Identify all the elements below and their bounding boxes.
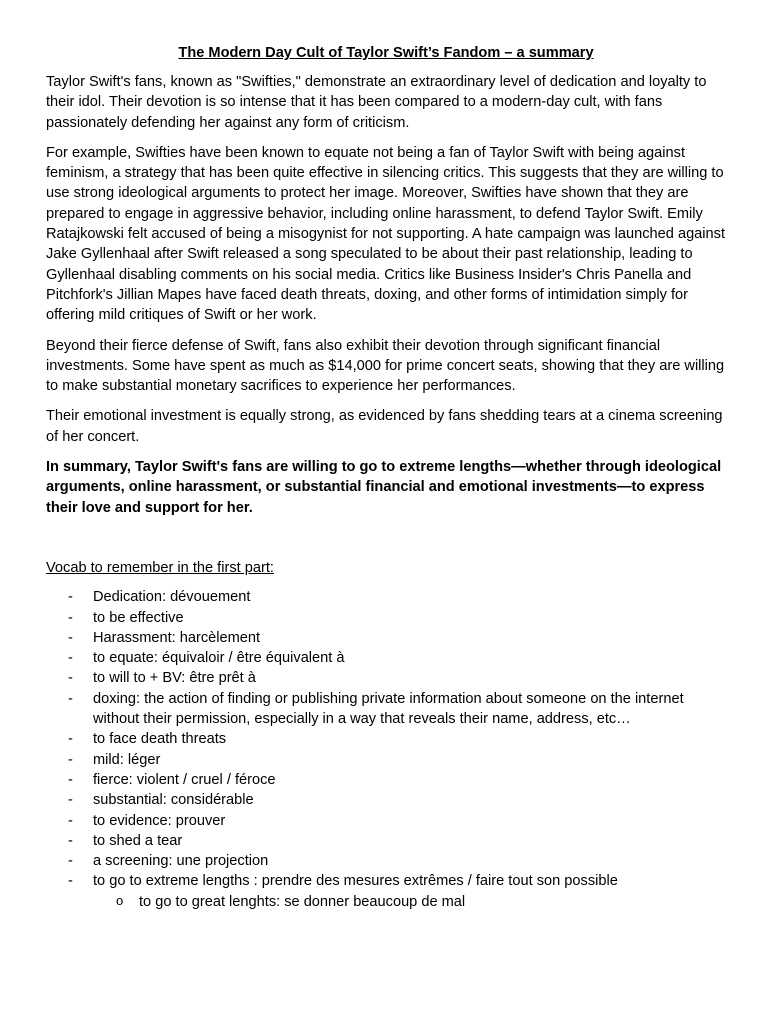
paragraph-example: For example, Swifties have been known to equate not being a fan of Taylor Swift with being against feminism, a strategy that has been quite effective in silencing critics. This suggests that they are willing to use strong ideological arguments to protect her image. Moreover, Swifties have shown that they are prepared to engage in aggressive behavior, including online harassment, to defend Taylor Swift. Emily Ratajkowski felt accused of being a misogynist for not supporting. A hate campaign was launched against Jake Gyllenhaal after Swift released a song speculated to be about their past relationship, leading to Gyllenhaal disabling comments on his social media. Critics like Business Insider's Chris Panella and Pitchfork's Jillian Mapes have faced death threats, doxing, and other forms of intimidation simply for offering mild critiques of Swift or her work. — [46, 144, 726, 324]
vocab-item: - Harassment: harcèlement — [46, 628, 726, 648]
vocab-item-text: to go to extreme lengths : prendre des mesures extrêmes / faire tout son possible — [93, 873, 618, 890]
paragraph-financial: Beyond their fierce defense of Swift, fans also exhibit their devotion through significant financial investments. Some have spent as much as $14,000 for prime concert seats, showing that they are willing to make substantial monetary sacrifices to experience her performances. — [46, 337, 725, 395]
vocab-item: - to be effective — [46, 608, 726, 628]
vocab-subitem: o to go to great lenghts: se donner beaucoup de mal — [93, 892, 726, 912]
vocab-item: - to will to + BV: être prêt à — [46, 668, 726, 688]
paragraph-summary: In summary, Taylor Swift's fans are willing to go to extreme lengths—whether through ideological arguments, online harassment, or substantial financial and emotional investments—to express their love and support for her. — [46, 459, 722, 516]
vocab-item: - substantial: considérable — [46, 790, 726, 810]
paragraph-intro: Taylor Swift's fans, known as "Swifties," demonstrate an extraordinary level of dedication and loyalty to their idol. Their devotion is so intense that it has been compared to a modern-day cult, with fans passionately defending her against any form of criticism. — [46, 74, 707, 131]
vocab-item: - Dedication: dévouement — [46, 587, 726, 607]
document-title: The Modern Day Cult of Taylor Swift’s Fandom – a summary — [178, 45, 594, 61]
spacer — [46, 528, 726, 558]
document-page — [46, 43, 726, 912]
vocab-list — [46, 587, 726, 912]
vocab-item: - to evidence: prouver — [46, 811, 726, 831]
vocab-item: - fierce: violent / cruel / féroce — [46, 770, 726, 790]
vocab-item: - to equate: équivaloir / être équivalent à — [46, 648, 726, 668]
vocab-item: - doxing: the action of finding or publishing private information about someone on the internet without their permission, especially in a way that reveals their name, address, etc… — [46, 689, 726, 730]
vocab-sublist — [93, 892, 726, 912]
vocab-item: - to shed a tear — [46, 831, 726, 851]
vocab-item: - a screening: une projection — [46, 851, 726, 871]
vocab-item: - to face death threats — [46, 729, 726, 749]
vocab-item-with-subitem — [46, 871, 726, 912]
vocab-item: - mild: léger — [46, 750, 726, 770]
vocab-heading: Vocab to remember in the first part: — [46, 559, 274, 576]
paragraph-emotional: Their emotional investment is equally strong, as evidenced by fans shedding tears at a cinema screening of her concert. — [46, 408, 723, 445]
